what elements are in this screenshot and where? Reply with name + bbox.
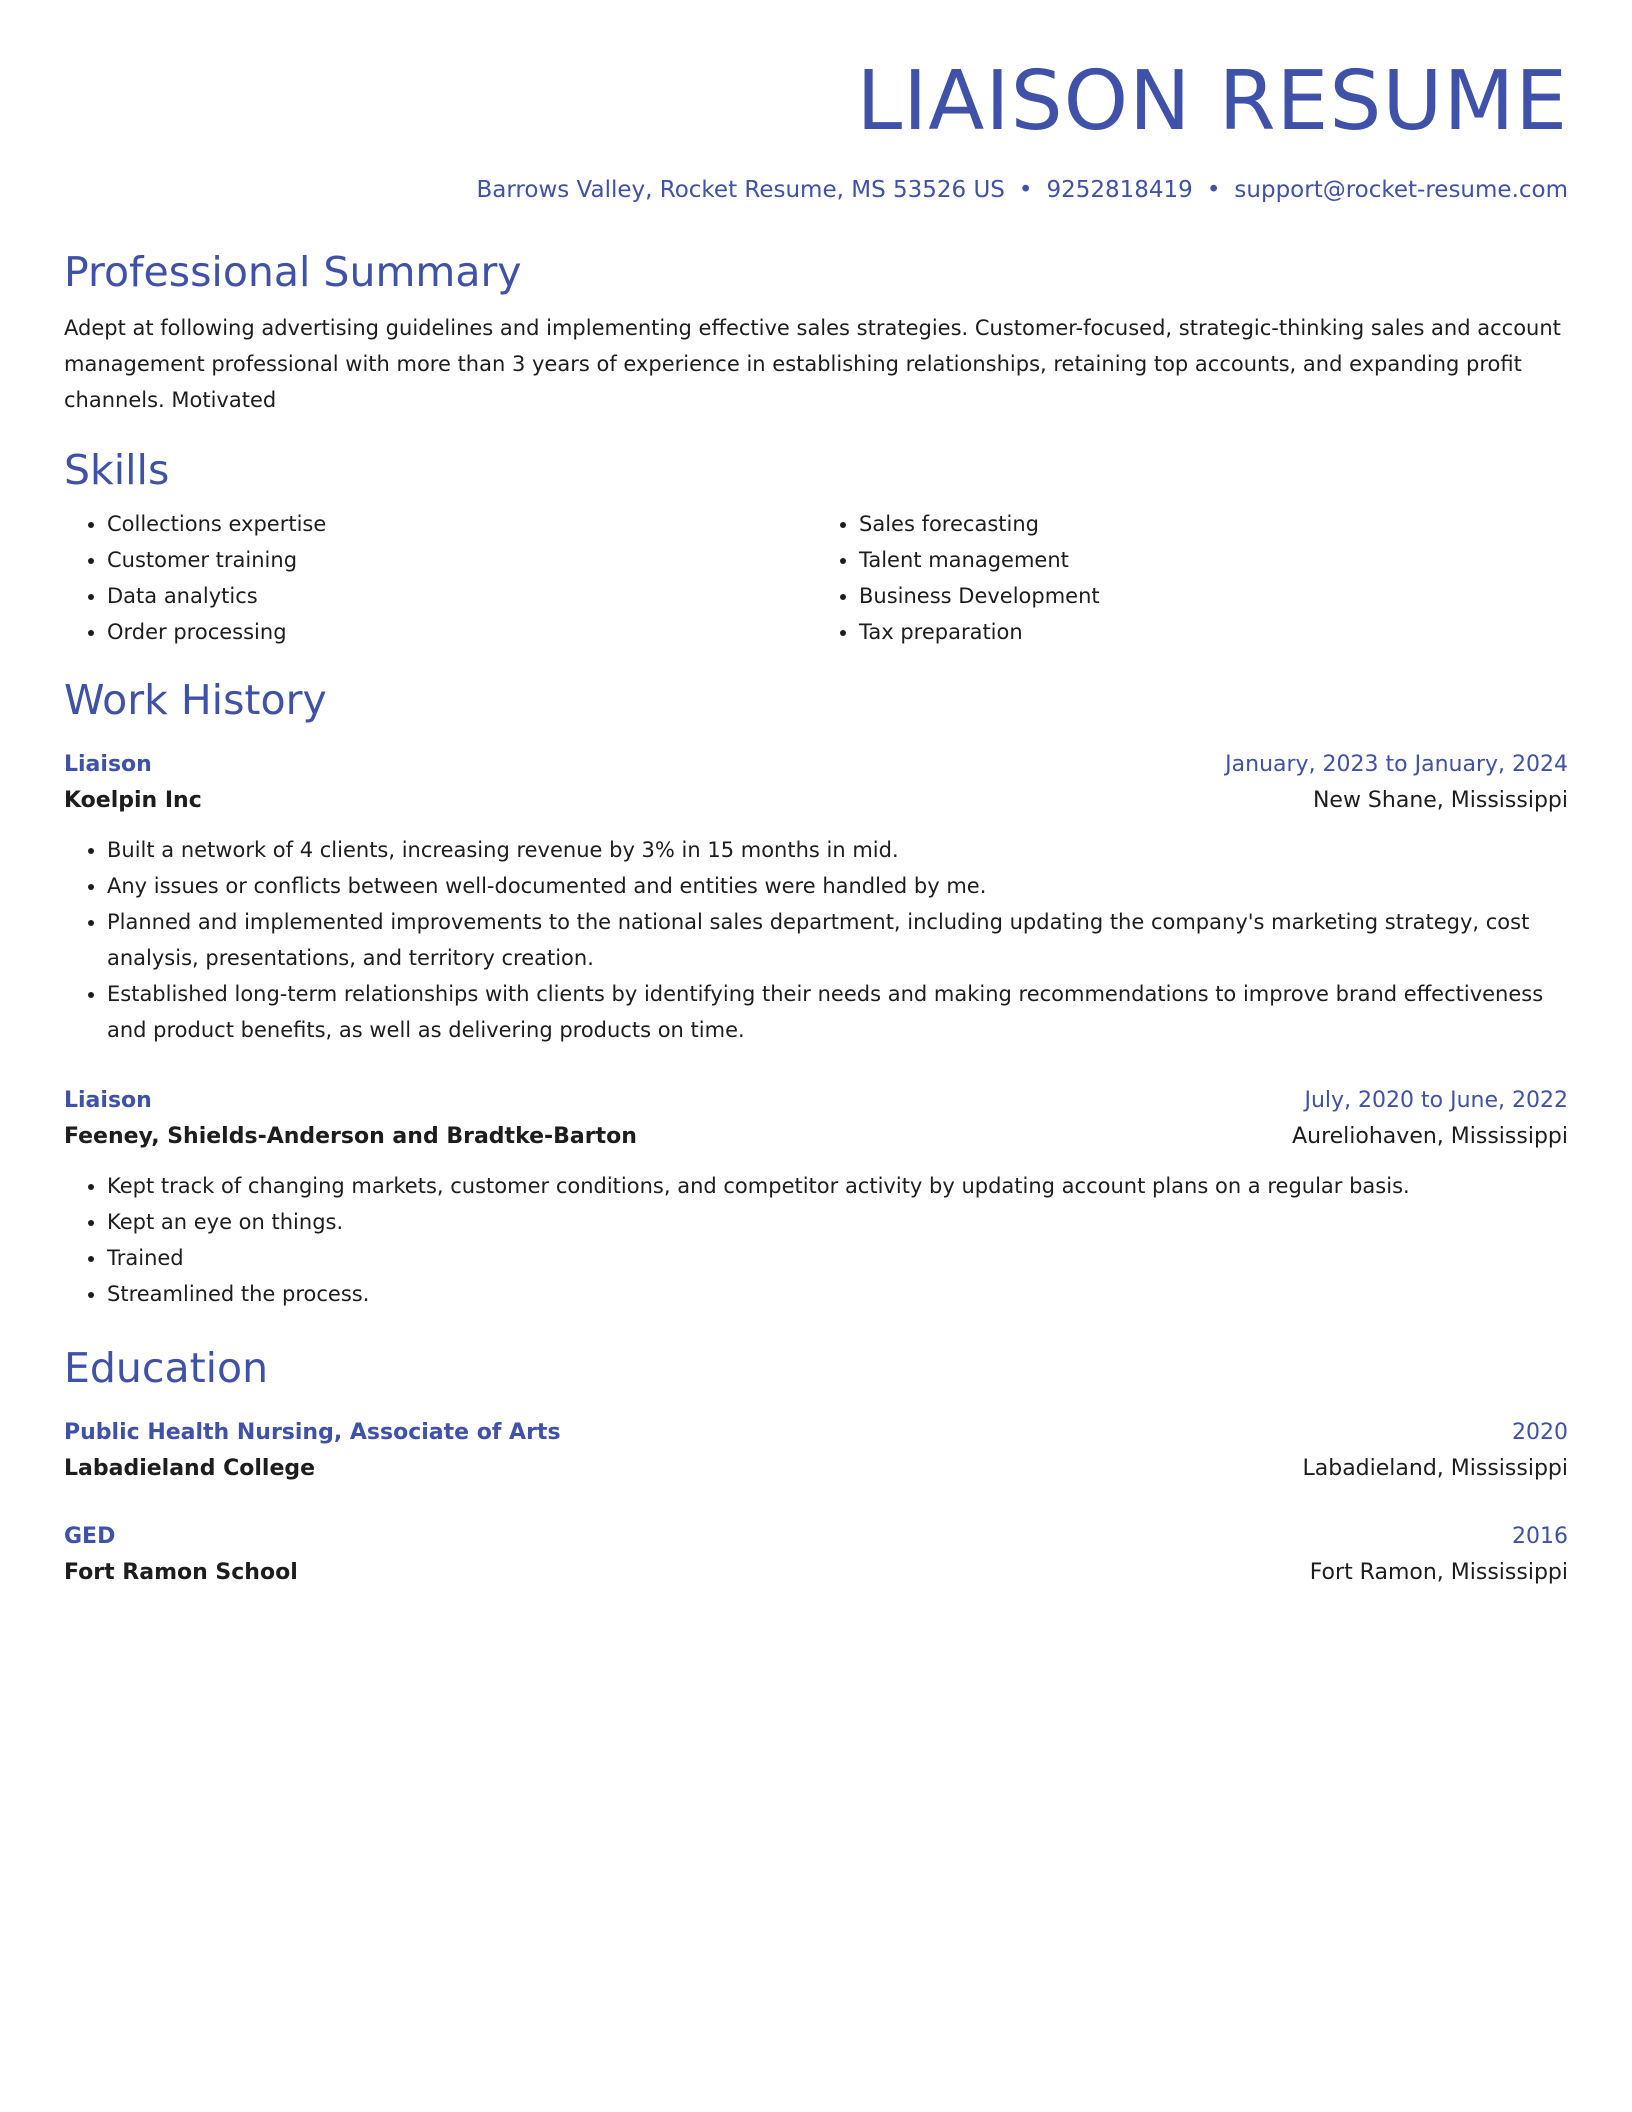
job-bullet: • Planned and implemented improvements to the national sales department, including updating the company's marketing strategy, cost analysis, presentations, and territory creation. — [107, 904, 1568, 976]
job-bullet: • Built a network of 4 clients, increasing revenue by 3% in 15 months in mid. — [107, 832, 1568, 868]
job-bullet: • Kept track of changing markets, customer conditions, and competitor activity by updating account plans on a regular basis. — [107, 1168, 1568, 1204]
job-company: Feeney, Shields-Anderson and Bradtke-Barton — [64, 1124, 637, 1149]
education-school: Labadieland College — [64, 1456, 316, 1481]
resume-name: LIAISON RESUME — [856, 54, 1568, 149]
job-bullet: • Kept an eye on things. — [107, 1204, 1568, 1240]
skill-item: • Order processing — [107, 614, 816, 650]
skill-item: • Business Development — [859, 578, 1568, 614]
education-location: Labadieland, Mississippi — [1302, 1456, 1568, 1481]
skills-column-right — [816, 506, 1568, 650]
job-dates: July, 2020 to June, 2022 — [1304, 1088, 1568, 1113]
job-role: Liaison — [64, 752, 152, 777]
education-year: 2016 — [1512, 1524, 1568, 1549]
skill-item: • Sales forecasting — [859, 506, 1568, 542]
job-location: New Shane, Mississippi — [1312, 788, 1568, 813]
job-role: Liaison — [64, 1088, 152, 1113]
skill-item: • Data analytics — [107, 578, 816, 614]
work-history-heading: Work History — [64, 676, 327, 724]
skill-item: • Talent management — [859, 542, 1568, 578]
education-heading: Education — [64, 1344, 269, 1392]
skill-item: • Collections expertise — [107, 506, 816, 542]
summary-heading: Professional Summary — [64, 248, 522, 296]
contact-email: support@rocket-resume.com — [1234, 177, 1568, 203]
skill-item: • Customer training — [107, 542, 816, 578]
job-dates: January, 2023 to January, 2024 — [1225, 752, 1568, 777]
job-entry — [64, 748, 1568, 1048]
contact-address: Barrows Valley, Rocket Resume, MS 53526 US — [476, 177, 1005, 203]
job-entry — [64, 1084, 1568, 1312]
education-entry — [64, 1520, 1568, 1592]
job-bullets — [64, 1168, 1568, 1312]
job-location: Aureliohaven, Mississippi — [1292, 1124, 1568, 1149]
education-year: 2020 — [1512, 1420, 1568, 1445]
education-degree: Public Health Nursing, Associate of Arts — [64, 1420, 561, 1445]
contact-separator: • — [1018, 177, 1033, 203]
summary-text: Adept at following advertising guidelines and implementing effective sales strategies. Customer-focused, strategic-thinking sales and account management professional with more than 3 years of experience in establishing relationships, retaining top accounts, and expanding profit channels. Motivated — [64, 316, 1561, 412]
job-bullet: • Any issues or conflicts between well-documented and entities were handled by me. — [107, 868, 1568, 904]
skills-column-left — [64, 506, 816, 650]
contact-line — [64, 174, 1568, 206]
job-bullet: • Established long-term relationships with clients by identifying their needs and making recommendations to improve brand effectiveness and product benefits, as well as delivering products on time. — [107, 976, 1568, 1048]
job-bullets — [64, 832, 1568, 1048]
contact-separator: • — [1206, 177, 1221, 203]
skills-heading: Skills — [64, 446, 170, 494]
skill-item: • Tax preparation — [859, 614, 1568, 650]
job-bullet: • Trained — [107, 1240, 1568, 1276]
job-bullet: • Streamlined the process. — [107, 1276, 1568, 1312]
contact-phone: 9252818419 — [1046, 177, 1193, 203]
job-company: Koelpin Inc — [64, 788, 202, 813]
education-school: Fort Ramon School — [64, 1560, 298, 1585]
education-entry — [64, 1416, 1568, 1488]
skills-list — [64, 506, 1568, 650]
education-location: Fort Ramon, Mississippi — [1309, 1560, 1568, 1585]
education-degree: GED — [64, 1524, 116, 1549]
